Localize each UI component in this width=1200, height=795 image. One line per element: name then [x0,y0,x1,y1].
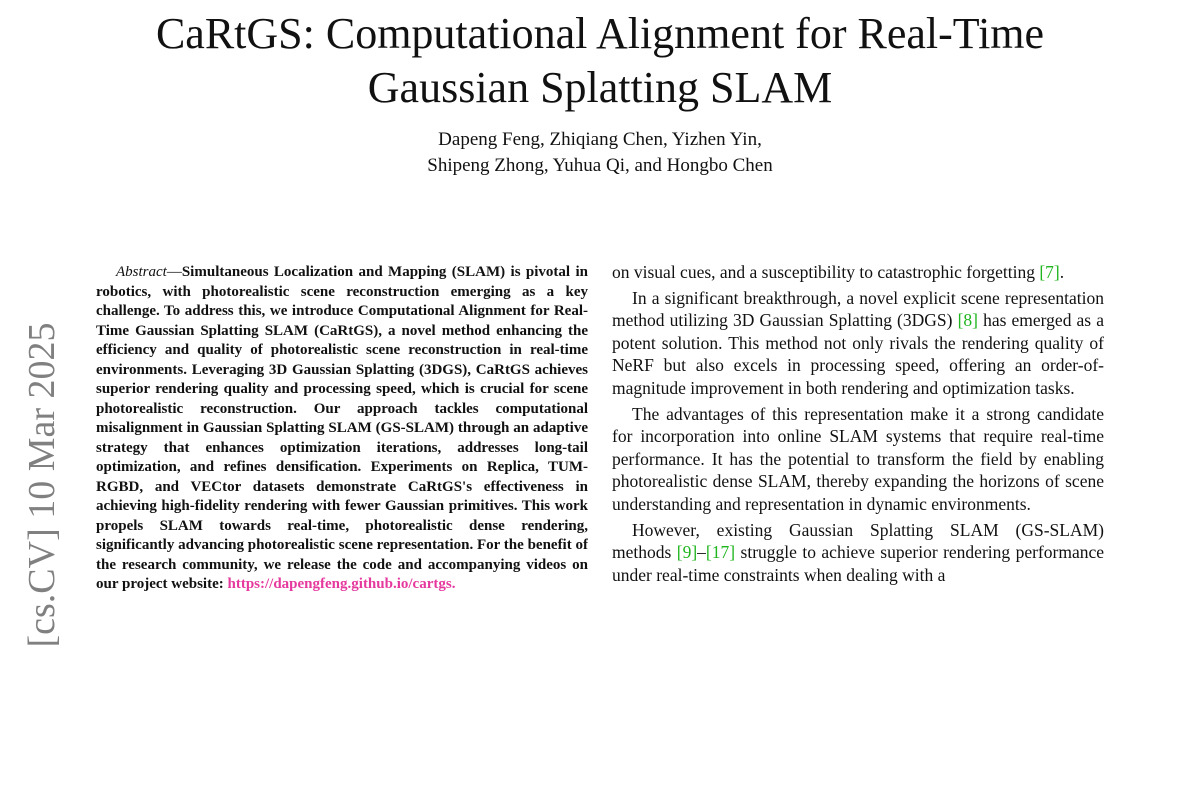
body-p4-text-b: struggle to achieve superior rendering performance under real-time constraints when dealing with a [612,542,1104,585]
body-p3-text: The advantages of this representation make it a strong candidate for incorporation into online SLAM systems that require real-time performance. It has the potential to transform the field by enabling photorealistic dense SLAM, thereby expanding the horizons of scene understanding and representation in dynamic environments. [612,403,1104,514]
body-right-column [612,261,1104,648]
citation-link-9[interactable]: [9] [676,542,698,563]
abstract-label: Abstract [116,264,167,280]
abstract-text: Simultaneous Localization and Mapping (SLAM) is pivotal in robotics, with photorealistic scene reconstruction emerging as a key challenge. To address this, we introduce Computational Alignment for Real-Time Gaussian Splatting SLAM (CaRtGS), a novel method enhancing the efficiency and quality of photorealistic scene reconstruction in real-time environments. Leveraging 3D Gaussian Splatting (3DGS), CaRtGS achieves superior rendering quality and processing speed, which is crucial for scene photorealistic reconstruction. Our approach tackles computational misalignment in Gaussian Splatting SLAM (GS-SLAM) through an adaptive strategy that enhances optimization iterations, addresses long-tail optimization, and refines densification. Experiments on Replica, TUM-RGBD, and VECtor datasets demonstrate CaRtGS's effectiveness in achieving high-fidelity rendering with fewer Gaussian primitives. This work propels SLAM towards real-time, photorealistic dense rendering, significantly advancing photorealistic scene representation. For the benefit of the research community, we release the code and accompanying videos on our project website: [96,264,588,592]
body-p4-text-a: However, existing Gaussian Splatting SLAM (GS-SLAM) methods [612,519,1104,563]
body-p1-end: . [1059,262,1065,282]
citation-link-8[interactable]: [8] [957,310,978,331]
paper-title-line-2: Gaussian Splatting SLAM [367,63,833,112]
abstract-first-line [96,264,116,280]
body-paragraph-1 [612,261,1104,284]
authors-line-2: Shipeng Zhong, Yuhua Qi, and Hongbo Chen [427,155,773,176]
body-paragraph-2 [612,287,1104,400]
body-p2-text-a: In a significant breakthrough, a novel explicit scene representation method utilizing 3D Gaussian Splatting (3DGS) [612,287,1104,331]
abstract-dash: — [166,264,182,280]
body-p4-dash: – [697,542,706,563]
body-paragraph-3 [612,403,1104,516]
paper-title-line-1: CaRtGS: Computational Alignment for Real-Time [155,9,1045,58]
project-website-link[interactable]: https://dapengfeng.github.io/cartgs. [227,576,456,592]
citation-link-17[interactable]: [17] [705,542,736,563]
body-p1-text: on visual cues, and a susceptibility to catastrophic forgetting [612,262,1040,282]
authors-line-1: Dapeng Feng, Zhiqiang Chen, Yizhen Yin, [438,129,762,150]
arxiv-side-stamp: [cs.CV] 10 Mar 2025 [21,322,63,648]
body-paragraph-4 [612,519,1104,587]
body-p2-text-b: has emerged as a potent solution. This method not only rivals the rendering quality of NeRF but also excels in processing speed, offering an order-of-magnitude improvement in both rendering and optimization tasks. [612,310,1104,398]
citation-link-7[interactable]: [7] [1039,262,1060,282]
abstract-block [96,263,588,648]
